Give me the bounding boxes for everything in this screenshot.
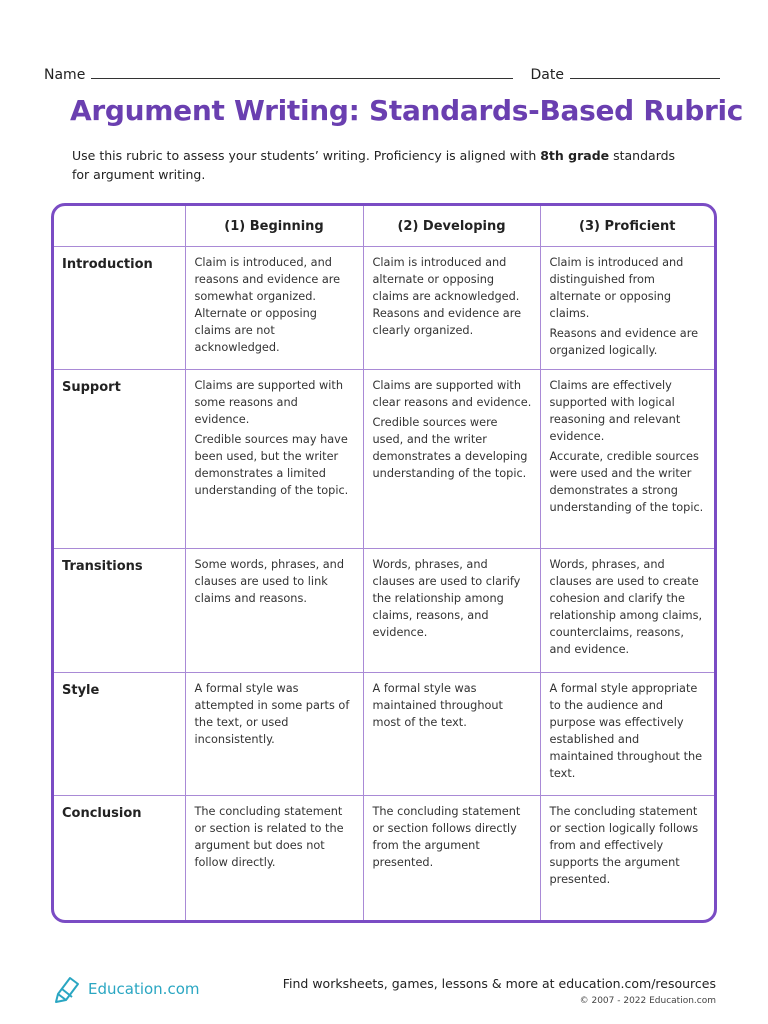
cell-conclusion-proficient bbox=[540, 796, 714, 921]
cell-text: The concluding statement or section logically follows from and effectively supports the argument presented. bbox=[549, 805, 699, 886]
cell-transitions-beginning bbox=[185, 549, 363, 673]
cell-text: Claim is introduced and alternate or opposing claims are acknowledged. Reasons and evidence are clearly organized. bbox=[372, 256, 522, 337]
cell-conclusion-developing bbox=[363, 796, 540, 921]
cell-text: Claim is introduced and distinguished from alternate or opposing claims. bbox=[549, 256, 684, 320]
header-beginning: (1) Beginning bbox=[185, 206, 363, 247]
rubric-table-frame bbox=[51, 203, 717, 923]
cell-introduction-beginning bbox=[185, 247, 363, 370]
cell-conclusion-beginning bbox=[185, 796, 363, 921]
cell-text: Claims are supported with some reasons and evidence. bbox=[194, 379, 343, 426]
name-line[interactable] bbox=[91, 64, 512, 79]
cell-text: Words, phrases, and clauses are used to clarify the relationship among claims, reasons, and evidence. bbox=[372, 558, 521, 639]
cell-transitions-proficient bbox=[540, 549, 714, 673]
intro-text-after: standards for argument writing. bbox=[72, 148, 676, 182]
cell-support-proficient bbox=[540, 370, 714, 549]
header-proficient: (3) Proficient bbox=[540, 206, 714, 247]
cell-text: A formal style appropriate to the audience and purpose was effectively established and maintained throughout the text. bbox=[549, 682, 703, 780]
logo-text: Education.com bbox=[88, 980, 200, 998]
cell-text: A formal style was attempted in some parts of the text, or used inconsistently. bbox=[194, 682, 350, 746]
table-row bbox=[54, 673, 714, 796]
row-label-transitions: Transitions bbox=[54, 549, 185, 673]
footer-copyright: © 2007 - 2022 Education.com bbox=[579, 996, 716, 1006]
header-corner bbox=[54, 206, 185, 247]
pencil-logo-icon bbox=[50, 972, 84, 1006]
footer-resources-link[interactable]: Find worksheets, games, lessons & more at education.com/resources bbox=[282, 976, 716, 991]
cell-text: The concluding statement or section is related to the argument but does not follow directly. bbox=[194, 805, 344, 869]
cell-text: Claim is introduced, and reasons and evidence are somewhat organized. Alternate or opposing claims are not acknowledged. bbox=[194, 256, 341, 354]
cell-text: Credible sources may have been used, but the writer demonstrates a limited understanding of the topic. bbox=[194, 433, 349, 497]
cell-introduction-proficient bbox=[540, 247, 714, 370]
cell-style-beginning bbox=[185, 673, 363, 796]
name-date-row bbox=[44, 64, 720, 83]
date-line[interactable] bbox=[570, 64, 720, 79]
row-label-support: Support bbox=[54, 370, 185, 549]
header-row bbox=[54, 206, 714, 247]
table-row bbox=[54, 370, 714, 549]
page-title: Argument Writing: Standards-Based Rubric bbox=[70, 94, 744, 127]
cell-introduction-developing bbox=[363, 247, 540, 370]
cell-text: Accurate, credible sources were used and the writer demonstrates a strong understanding of the topic. bbox=[549, 450, 704, 514]
intro-grade-bold: 8th grade bbox=[540, 148, 610, 163]
cell-support-developing bbox=[363, 370, 540, 549]
row-label-introduction: Introduction bbox=[54, 247, 185, 370]
row-label-style: Style bbox=[54, 673, 185, 796]
cell-text: Claims are effectively supported with logical reasoning and relevant evidence. bbox=[549, 379, 681, 443]
cell-text: The concluding statement or section follows directly from the argument presented. bbox=[372, 805, 521, 869]
rubric-table bbox=[54, 206, 714, 920]
intro-text bbox=[72, 146, 682, 184]
header-developing: (2) Developing bbox=[363, 206, 540, 247]
cell-text: Words, phrases, and clauses are used to create cohesion and clarify the relationship among claims, counterclaims, reasons, and evidence. bbox=[549, 558, 703, 656]
intro-text-before: Use this rubric to assess your students’ writing. Proficiency is aligned with bbox=[72, 148, 541, 163]
cell-text: Claims are supported with clear reasons and evidence. bbox=[372, 379, 532, 409]
table-row bbox=[54, 247, 714, 370]
table-row bbox=[54, 796, 714, 921]
cell-text: Some words, phrases, and clauses are used to link claims and reasons. bbox=[194, 558, 345, 605]
table-row bbox=[54, 549, 714, 673]
row-label-conclusion: Conclusion bbox=[54, 796, 185, 921]
cell-text: Reasons and evidence are organized logically. bbox=[549, 327, 699, 357]
cell-transitions-developing bbox=[363, 549, 540, 673]
name-label: Name bbox=[44, 67, 86, 83]
education-logo[interactable] bbox=[50, 972, 199, 1006]
cell-support-beginning bbox=[185, 370, 363, 549]
cell-style-proficient bbox=[540, 673, 714, 796]
date-label: Date bbox=[530, 67, 564, 83]
cell-text: A formal style was maintained throughout most of the text. bbox=[372, 682, 503, 729]
cell-text: Credible sources were used, and the writer demonstrates a developing understanding of the topic. bbox=[372, 416, 528, 480]
cell-style-developing bbox=[363, 673, 540, 796]
